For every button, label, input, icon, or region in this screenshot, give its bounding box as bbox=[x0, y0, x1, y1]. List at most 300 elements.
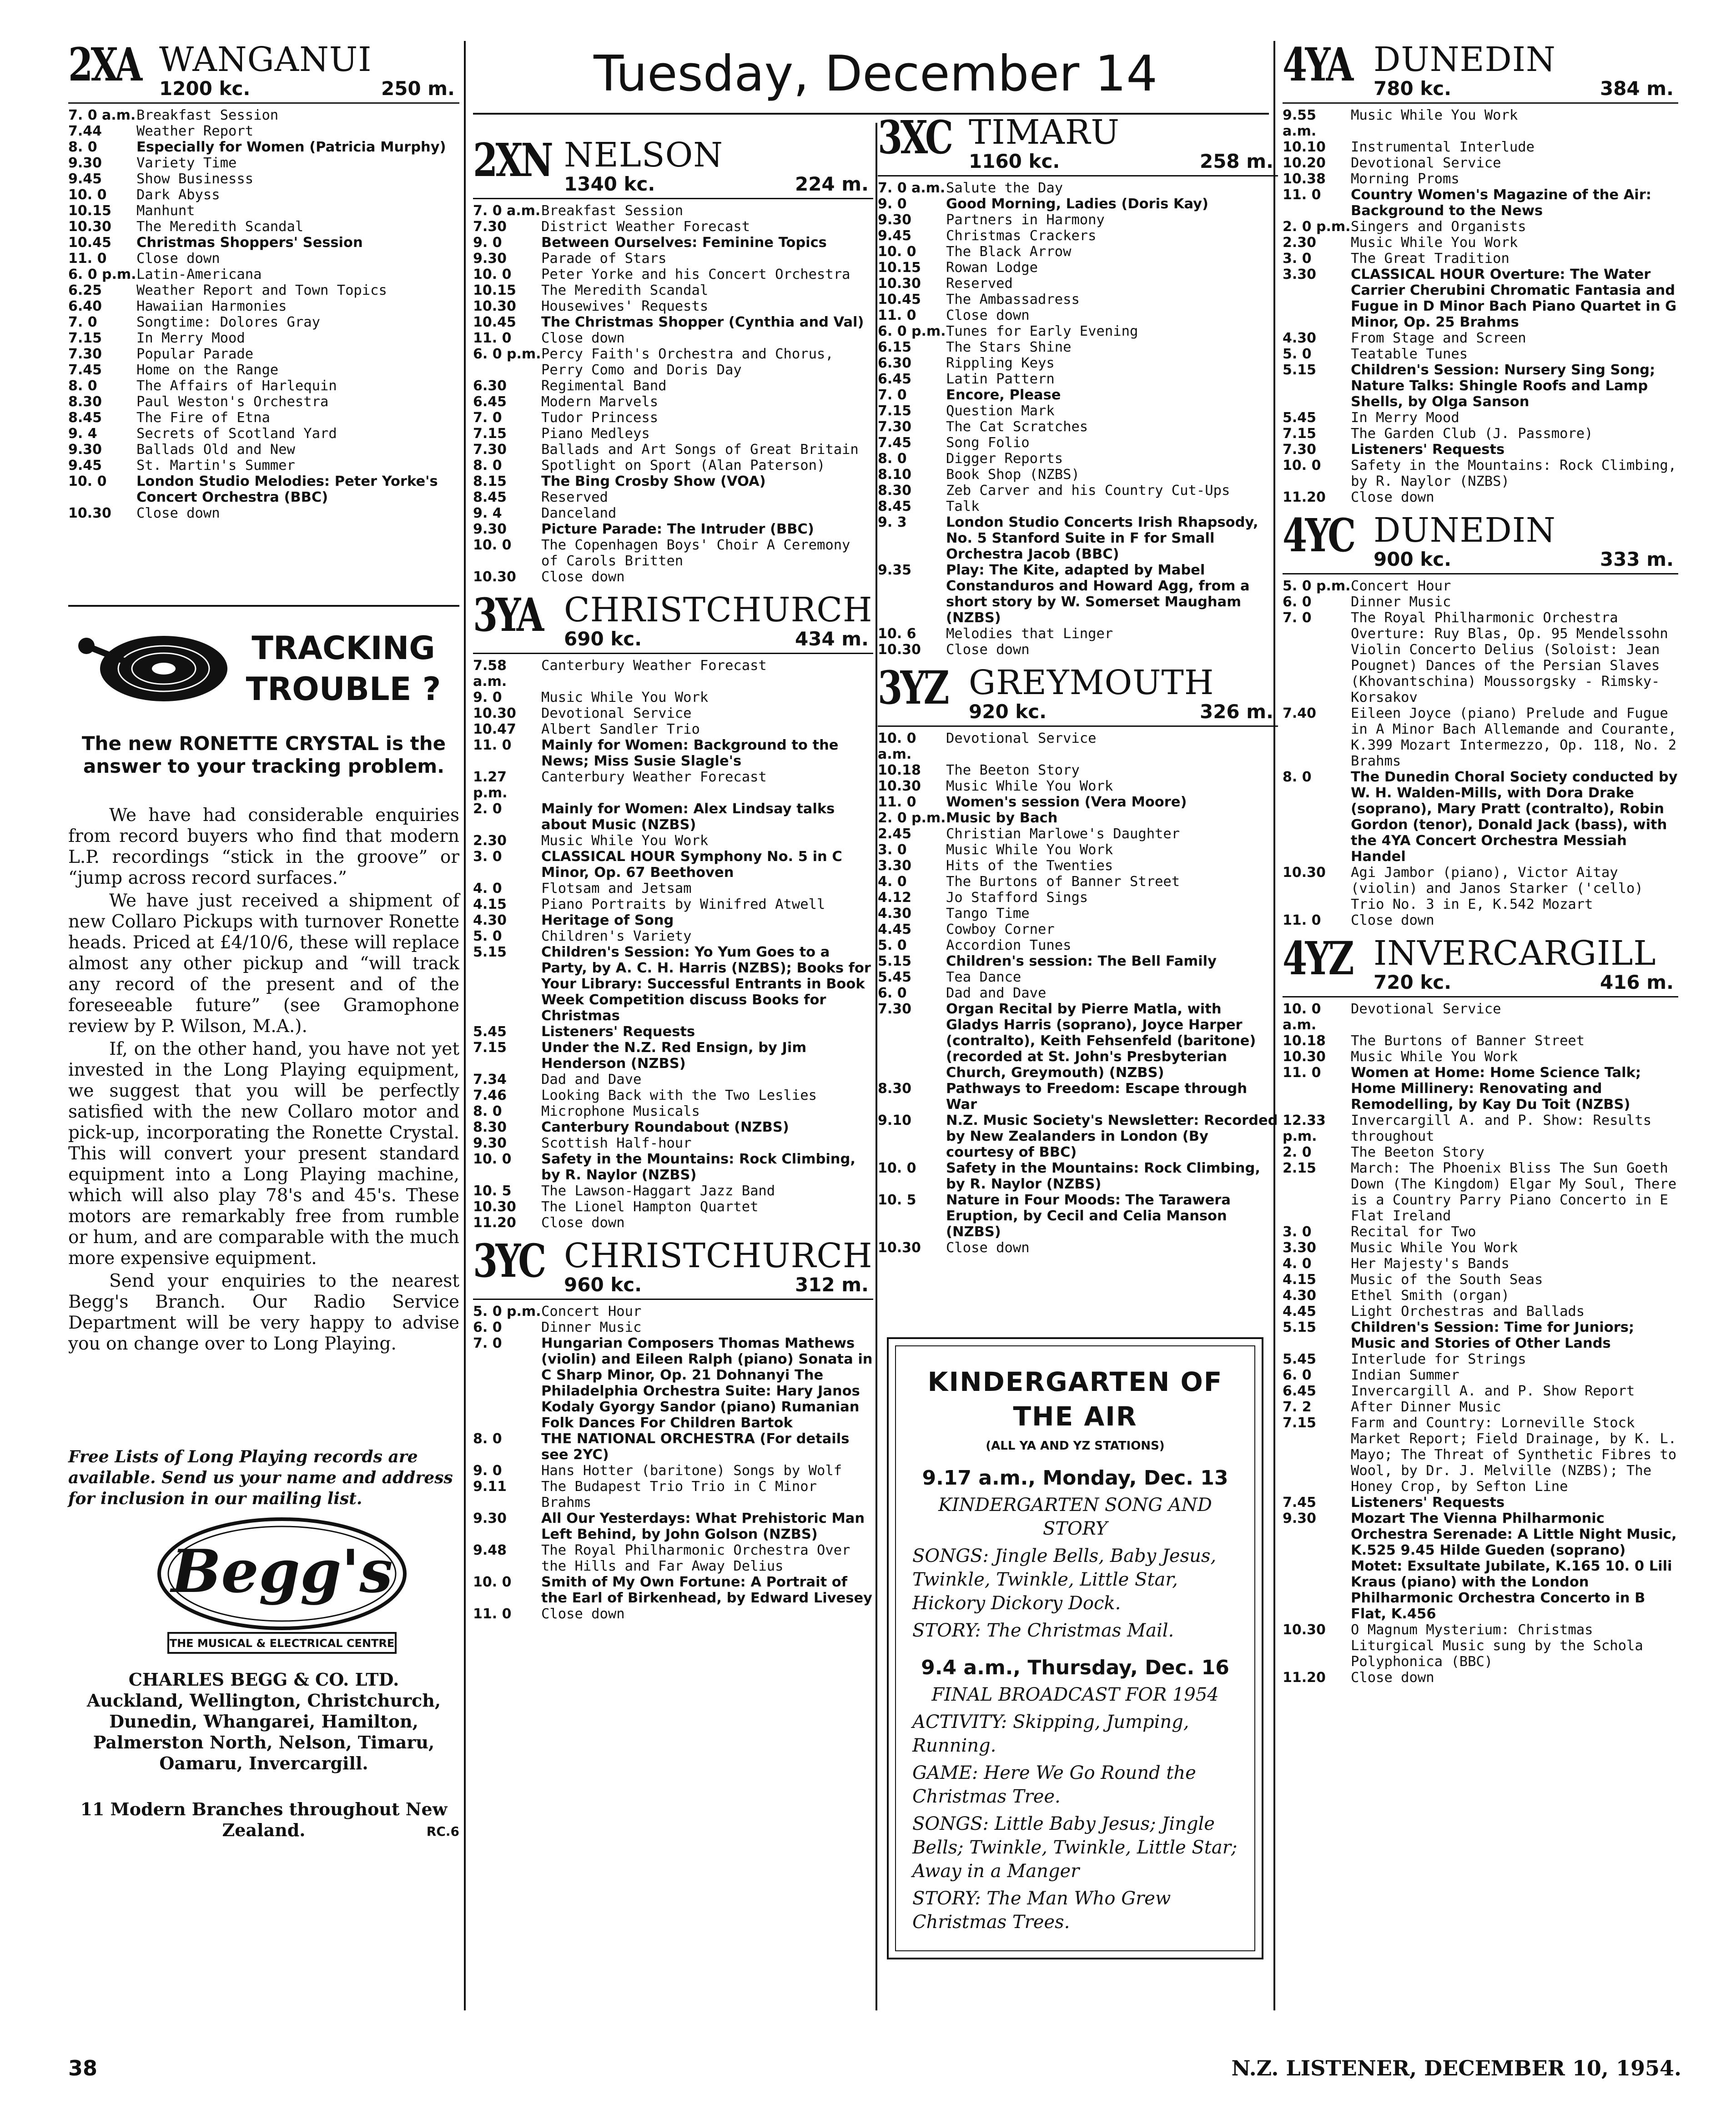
programme-item bbox=[473, 458, 873, 473]
station-header bbox=[1283, 932, 1678, 997]
programme-item bbox=[473, 426, 873, 442]
station-callsign: 2XA bbox=[68, 38, 141, 91]
station-header bbox=[473, 1234, 873, 1300]
programme-item bbox=[1283, 267, 1678, 330]
programme-title: Hungarian Composers Thomas Mathews (violin) and Eileen Ralph (piano) Sonata in C Sharp Minor, Op. 21 Dohnanyi The Philadelphia Orchestra Suite: Hary Janos Kodaly Gyorgy Sandor (piano) Rumanian Folk Dances For Children Bartok bbox=[541, 1335, 873, 1431]
programme-title: Indian Summer bbox=[1351, 1367, 1459, 1383]
programme-time: 9.30 bbox=[68, 155, 102, 171]
programme-title: In Merry Mood bbox=[1351, 410, 1459, 426]
station-frequency: 960 kc. bbox=[564, 1274, 642, 1296]
station-wavelength: 416 m. bbox=[1600, 971, 1674, 993]
programme-title: Albert Sandler Trio bbox=[541, 721, 700, 737]
programme-title: After Dinner Music bbox=[1351, 1399, 1501, 1415]
programme-item bbox=[473, 505, 873, 521]
programme-item bbox=[473, 1335, 873, 1431]
programme-item bbox=[473, 537, 873, 569]
programme-title: Morning Proms bbox=[1351, 171, 1459, 187]
programme-time: 7. 0 a.m. bbox=[68, 107, 136, 123]
programme-time: 8. 0 bbox=[473, 1103, 502, 1119]
programme-title: Music While You Work bbox=[1351, 107, 1518, 123]
programme-time: 9.30 bbox=[473, 1135, 507, 1151]
programme-time: 2.15 bbox=[1283, 1160, 1317, 1176]
programme-item bbox=[473, 737, 873, 769]
programme-title: Christmas Crackers bbox=[946, 228, 1097, 244]
programme-title: Music While You Work bbox=[541, 833, 709, 849]
programme-item bbox=[1283, 362, 1678, 410]
programme-time: 6.30 bbox=[878, 355, 912, 371]
programme-title: Close down bbox=[946, 642, 1030, 658]
programme-title: Children's session: The Bell Family bbox=[946, 953, 1217, 969]
programme-time: 3. 0 bbox=[473, 849, 502, 865]
programme-title: The Fire of Etna bbox=[136, 410, 270, 426]
programme-time: 10.30 bbox=[473, 1199, 516, 1215]
programme-time: 2. 0 bbox=[1283, 1144, 1312, 1160]
ad-mailing-note: Free Lists of Long Playing records are available. Send us your name and address for inclusion in our mailing list. bbox=[68, 1447, 453, 1508]
programme-time: 4. 0 bbox=[1283, 1256, 1312, 1272]
station-header bbox=[473, 588, 873, 654]
programme-time: 7.44 bbox=[68, 123, 102, 139]
programme-time: 3. 0 bbox=[878, 842, 907, 858]
programme-title: Hans Hotter (baritone) Songs by Wolf bbox=[541, 1463, 842, 1479]
programme-time: 10.30 bbox=[1283, 865, 1326, 881]
programme-title: Recital for Two bbox=[1351, 1224, 1476, 1240]
programme-time: 11. 0 bbox=[878, 794, 916, 810]
programme-item bbox=[1283, 235, 1678, 251]
programme-time: 9. 0 bbox=[878, 196, 907, 212]
programme-item bbox=[878, 562, 1278, 626]
programme-title: The Beeton Story bbox=[1351, 1144, 1484, 1160]
programme-time: 4.45 bbox=[1283, 1304, 1317, 1319]
programme-time: 7.15 bbox=[1283, 1415, 1317, 1431]
programme-time: 8. 0 bbox=[68, 378, 97, 394]
programme-item bbox=[878, 196, 1278, 212]
programme-title: Partners in Harmony bbox=[946, 212, 1105, 228]
programme-item bbox=[878, 1240, 1278, 1256]
station-wanganui bbox=[68, 38, 459, 521]
programme-title: Question Mark bbox=[946, 403, 1055, 419]
programme-time: 4.30 bbox=[473, 912, 507, 928]
programme-item bbox=[1283, 1288, 1678, 1304]
programme-time: 10.30 bbox=[68, 219, 111, 235]
column-rule-1 bbox=[464, 41, 466, 2010]
programme-time: 9.30 bbox=[878, 212, 912, 228]
kindergarten-activity: ACTIVITY: Skipping, Jumping, Running. bbox=[912, 1712, 1189, 1756]
programme-title: Accordion Tunes bbox=[946, 937, 1072, 953]
programme-title: In Merry Mood bbox=[136, 330, 245, 346]
programme-time: 11.20 bbox=[1283, 489, 1326, 505]
programme-item bbox=[878, 387, 1278, 403]
programme-item bbox=[878, 244, 1278, 260]
programme-time: 10.30 bbox=[878, 778, 921, 794]
programme-title: Dad and Dave bbox=[946, 985, 1047, 1001]
programme-title: Safety in the Mountains: Rock Climbing, by R. Naylor (NZBS) bbox=[1351, 458, 1677, 489]
programme-item bbox=[878, 794, 1278, 810]
programme-time: 7.15 bbox=[68, 330, 102, 346]
programme-title: Reserved bbox=[541, 489, 608, 505]
kindergarten-title-2: THE AIR bbox=[1013, 1401, 1137, 1432]
programme-title: Tango Time bbox=[946, 906, 1030, 922]
programme-title: Country Women's Magazine of the Air: Background to the News bbox=[1351, 187, 1651, 219]
programme-item bbox=[68, 505, 459, 521]
programme-title: Hawaiian Harmonies bbox=[136, 298, 287, 314]
programme-item bbox=[473, 1215, 873, 1231]
programme-title: Music While You Work bbox=[946, 778, 1113, 794]
programme-time: 7.30 bbox=[878, 419, 912, 435]
programme-time: 6. 0 p.m. bbox=[473, 346, 541, 362]
programme-item bbox=[1283, 171, 1678, 187]
programme-item bbox=[473, 705, 873, 721]
programme-item bbox=[878, 339, 1278, 355]
programme-title: The Copenhagen Boys' Choir A Ceremony of Carols Britten bbox=[541, 537, 850, 569]
programme-item bbox=[878, 355, 1278, 371]
kindergarten-story-2: STORY: The Man Who Grew Christmas Trees. bbox=[912, 1888, 1171, 1933]
programme-time: 2. 0 bbox=[473, 801, 502, 817]
station-callsign: 2XN bbox=[473, 133, 552, 187]
programme-title: Safety in the Mountains: Rock Climbing, by R. Naylor (NZBS) bbox=[541, 1151, 855, 1183]
programme-item bbox=[473, 473, 873, 489]
station-header bbox=[1283, 38, 1678, 104]
programme-time: 5.45 bbox=[1283, 410, 1317, 426]
programme-item bbox=[1283, 1033, 1678, 1049]
programme-time: 7.30 bbox=[68, 346, 102, 362]
programme-time: 10. 6 bbox=[878, 626, 916, 642]
ad-body bbox=[68, 805, 459, 1356]
programme-item bbox=[68, 346, 459, 362]
programme-time: 9.30 bbox=[473, 251, 507, 267]
programme-time: 10.30 bbox=[1283, 1622, 1326, 1638]
programme-title: Especially for Women (Patricia Murphy) bbox=[136, 139, 446, 155]
programme-title: Danceland bbox=[541, 505, 617, 521]
programme-time: 4. 0 bbox=[473, 881, 502, 896]
programme-item bbox=[1283, 458, 1678, 489]
programme-time: 11. 0 bbox=[68, 251, 107, 267]
programme-time: 10. 0 bbox=[473, 267, 512, 282]
programme-title: Dark Abyss bbox=[136, 187, 220, 203]
programme-time: 2. 0 p.m. bbox=[1283, 219, 1351, 235]
page-title: Tuesday, December 14 bbox=[594, 45, 1157, 102]
programme-time: 9.45 bbox=[878, 228, 912, 244]
programme-title: Tea Dance bbox=[946, 969, 1021, 985]
programme-item bbox=[473, 1542, 873, 1574]
programme-time: 6. 0 bbox=[1283, 594, 1312, 610]
programme-item bbox=[1283, 1224, 1678, 1240]
programme-item bbox=[878, 730, 1278, 762]
programme-time: 4.30 bbox=[1283, 1288, 1317, 1304]
programme-title: The Great Tradition bbox=[1351, 251, 1510, 267]
programme-time: 8. 0 bbox=[473, 458, 502, 473]
programme-item bbox=[473, 314, 873, 330]
programme-time: 10. 0 bbox=[473, 1574, 512, 1590]
programme-time: 10.30 bbox=[473, 298, 516, 314]
programme-time: 11. 0 bbox=[1283, 1065, 1321, 1081]
programme-time: 10.18 bbox=[1283, 1033, 1326, 1049]
programme-time: 9. 3 bbox=[878, 514, 907, 530]
programme-time: 9.11 bbox=[473, 1479, 507, 1495]
programme-title: The Garden Club (J. Passmore) bbox=[1351, 426, 1593, 442]
programme-item bbox=[473, 690, 873, 705]
programme-title: Housewives' Requests bbox=[541, 298, 709, 314]
programme-time: 6. 0 bbox=[1283, 1367, 1312, 1383]
programme-time: 7.30 bbox=[1283, 442, 1317, 458]
programme-title: Instrumental Interlude bbox=[1351, 139, 1535, 155]
programme-time: 10.15 bbox=[878, 260, 921, 276]
station-name: GREYMOUTH bbox=[969, 663, 1214, 702]
programme-title: Light Orchestras and Ballads bbox=[1351, 1304, 1585, 1319]
programme-item bbox=[1283, 330, 1678, 346]
programme-item bbox=[878, 953, 1278, 969]
programme-title: Agi Jambor (piano), Victor Aitay (violin) and Janos Starker ('cello) Trio No. 3 in E, K.542 Mozart bbox=[1351, 865, 1643, 912]
programme-title: Microphone Musicals bbox=[541, 1103, 700, 1119]
station-header bbox=[68, 38, 459, 104]
programme-title: Between Ourselves: Feminine Topics bbox=[541, 235, 827, 251]
programme-time: 2.45 bbox=[878, 826, 912, 842]
programme-title: Digger Reports bbox=[946, 451, 1063, 467]
programme-title: Dinner Music bbox=[541, 1319, 642, 1335]
programme-item bbox=[878, 212, 1278, 228]
programme-title: Rippling Keys bbox=[946, 355, 1055, 371]
programme-time: 10.18 bbox=[878, 762, 921, 778]
programme-item bbox=[473, 912, 873, 928]
programme-title: The Royal Philharmonic Orchestra Over the Hills and Far Away Delius bbox=[541, 1542, 850, 1574]
programme-item bbox=[473, 378, 873, 394]
programme-title: Modern Marvels bbox=[541, 394, 659, 410]
programme-item bbox=[473, 1304, 873, 1319]
programme-item bbox=[878, 499, 1278, 514]
programme-item bbox=[1283, 594, 1678, 610]
programme-title: Latin Pattern bbox=[946, 371, 1055, 387]
programme-item bbox=[68, 473, 459, 505]
programme-item bbox=[473, 521, 873, 537]
programme-item bbox=[1283, 219, 1678, 235]
programme-time: 11. 0 bbox=[1283, 912, 1321, 928]
station-frequency: 1340 kc. bbox=[564, 173, 655, 195]
programme-title: Song Folio bbox=[946, 435, 1030, 451]
programme-title: Paul Weston's Orchestra bbox=[136, 394, 329, 410]
programme-title: Listeners' Requests bbox=[541, 1024, 695, 1040]
programme-time: 10. 0 bbox=[473, 1151, 512, 1167]
programme-time: 10.30 bbox=[473, 705, 516, 721]
column-rule-2 bbox=[876, 123, 877, 2010]
station-wavelength: 312 m. bbox=[795, 1274, 869, 1296]
programme-title: CLASSICAL HOUR Overture: The Water Carrier Cherubini Chromatic Fantasia and Fugue in D Minor Bach Piano Quartet in G Minor, Op. 25 Brahms bbox=[1351, 267, 1677, 330]
programme-item bbox=[878, 260, 1278, 276]
programme-time: 8. 0 bbox=[68, 139, 97, 155]
programme-title: Canterbury Weather Forecast bbox=[541, 769, 767, 785]
station-frequency: 690 kc. bbox=[564, 628, 642, 650]
programme-item bbox=[1283, 1304, 1678, 1319]
programme-title: Book Shop (NZBS) bbox=[946, 467, 1080, 483]
programme-item bbox=[878, 969, 1278, 985]
programme-time: 6. 0 bbox=[878, 985, 907, 1001]
programme-title: Women's session (Vera Moore) bbox=[946, 794, 1187, 810]
programme-item bbox=[68, 394, 459, 410]
column-1 bbox=[68, 38, 459, 528]
station-name: DUNEDIN bbox=[1374, 511, 1556, 550]
programme-time: 7.15 bbox=[878, 403, 912, 419]
programme-item bbox=[68, 123, 459, 139]
programme-title: Christian Marlowe's Daughter bbox=[946, 826, 1180, 842]
programme-title: Good Morning, Ladies (Doris Kay) bbox=[946, 196, 1208, 212]
programme-title: THE NATIONAL ORCHESTRA (For details see 2YC) bbox=[541, 1431, 850, 1463]
programme-item bbox=[1283, 155, 1678, 171]
programme-time: 2.30 bbox=[473, 833, 507, 849]
programme-title: Nature in Four Moods: The Tarawera Eruption, by Cecil and Celia Manson (NZBS) bbox=[946, 1192, 1231, 1240]
programme-item bbox=[878, 419, 1278, 435]
programme-title: Close down bbox=[541, 330, 625, 346]
programme-time: 1.27 p.m. bbox=[473, 769, 508, 801]
programme-time: 6.45 bbox=[1283, 1383, 1317, 1399]
programme-item bbox=[68, 107, 459, 123]
programme-item bbox=[68, 267, 459, 282]
programme-time: 8.45 bbox=[878, 499, 912, 514]
programme-title: Rowan Lodge bbox=[946, 260, 1038, 276]
programme-time: 10. 0 a.m. bbox=[1283, 1001, 1321, 1033]
programme-item bbox=[473, 849, 873, 881]
programme-time: 8.30 bbox=[68, 394, 102, 410]
programme-item bbox=[473, 410, 873, 426]
programme-title: Ethel Smith (organ) bbox=[1351, 1288, 1510, 1304]
programme-item bbox=[878, 435, 1278, 451]
station-name: CHRISTCHURCH bbox=[564, 1236, 873, 1275]
programme-title: Close down bbox=[946, 1240, 1030, 1256]
programme-time: 8.30 bbox=[878, 483, 912, 499]
kindergarten-songs-2: SONGS: Little Baby Jesus; Jingle Bells; Twinkle, Twinkle, Little Star; Away in a Manger bbox=[912, 1813, 1238, 1882]
programme-item bbox=[473, 928, 873, 944]
column-4 bbox=[1283, 38, 1678, 1692]
programme-item bbox=[1283, 1351, 1678, 1367]
station-wavelength: 384 m. bbox=[1600, 77, 1674, 100]
programme-item bbox=[1283, 1399, 1678, 1415]
station-wavelength: 258 m. bbox=[1199, 150, 1273, 172]
column-2 bbox=[473, 133, 873, 1628]
programme-title: Music of the South Seas bbox=[1351, 1272, 1543, 1288]
programme-time: 7.15 bbox=[1283, 426, 1317, 442]
programme-time: 7. 0 bbox=[1283, 610, 1312, 626]
station-christchurch-3ya bbox=[473, 588, 873, 1231]
programme-item bbox=[878, 1192, 1278, 1240]
ad-paragraph: If, on the other hand, you have not yet invested in the Long Playing equipment, we suggest that you will be perfectly satisfied with the new Collaro motor and pick-up, incorporating the Ronette Crystal. This will convert your present standard equipment into a Long Playing machine, which will also play 78's and 45's. These motors are remarkably free from rumble or hum, and are comparable with the much more expensive equipment. bbox=[68, 1039, 459, 1269]
programme-item bbox=[473, 1431, 873, 1463]
programme-title: Zeb Carver and his Country Cut-Ups bbox=[946, 483, 1230, 499]
programme-item bbox=[878, 890, 1278, 906]
programme-item bbox=[68, 235, 459, 251]
programme-title: Devotional Service bbox=[1351, 1001, 1501, 1017]
programme-time: 4.30 bbox=[1283, 330, 1317, 346]
programme-title: Christmas Shoppers' Session bbox=[136, 235, 363, 251]
programme-time: 3. 0 bbox=[1283, 1224, 1312, 1240]
programme-title: Latin-Americana bbox=[136, 267, 262, 282]
programme-item bbox=[473, 203, 873, 219]
programme-time: 9. 0 bbox=[473, 1463, 502, 1479]
programme-item bbox=[878, 810, 1278, 826]
programme-item bbox=[878, 1160, 1278, 1192]
programme-time: 5.45 bbox=[473, 1024, 507, 1040]
programme-time: 4.15 bbox=[473, 896, 507, 912]
programme-item bbox=[1283, 489, 1678, 505]
programme-item bbox=[878, 762, 1278, 778]
programme-title: All Our Yesterdays: What Prehistoric Man Left Behind, by John Golson (NZBS) bbox=[541, 1511, 865, 1542]
programme-title: Flotsam and Jetsam bbox=[541, 881, 692, 896]
programme-title: Children's Session: Nursery Sing Song; Nature Talks: Shingle Roofs and Lamp Shells, by Olga Sanson bbox=[1351, 362, 1655, 410]
programme-title: Singers and Organists bbox=[1351, 219, 1526, 235]
programme-time: 8.45 bbox=[68, 410, 102, 426]
programme-time: 10. 0 bbox=[878, 244, 916, 260]
programme-title: Organ Recital by Pierre Matla, with Gladys Harris (soprano), Joyce Harper (contralto), Keith Fehsenfeld (baritone) (recorded at St. John's Presbyterian Church, Greymouth) (NZBS) bbox=[946, 1001, 1256, 1081]
programme-time: 10.15 bbox=[473, 282, 516, 298]
programme-item bbox=[68, 203, 459, 219]
programme-item bbox=[878, 307, 1278, 323]
programme-title: Listeners' Requests bbox=[1351, 1495, 1505, 1511]
station-christchurch-3yc bbox=[473, 1234, 873, 1622]
programme-title: Mozart The Vienna Philharmonic Orchestra Serenade: A Little Night Music, K.525 9.45 Hilde Gueden (soprano) Motet: Exsultate Jubilate, K.165 10. 0 Lili Kraus (piano) with the London Philharmonic Orchestra Concerto in B Flat, K.456 bbox=[1351, 1511, 1677, 1622]
svg-text:THE MUSICAL & ELECTRICAL CENTR: THE MUSICAL & ELECTRICAL CENTRE bbox=[169, 1637, 395, 1650]
programme-item bbox=[473, 1119, 873, 1135]
programme-item bbox=[473, 833, 873, 849]
ad-paragraph: Send your enquiries to the nearest Begg's Branch. Our Radio Service Department will be very happy to advise you on change over to Long Playing. bbox=[68, 1271, 459, 1354]
station-callsign: 4YC bbox=[1283, 509, 1354, 562]
programme-item bbox=[1283, 912, 1678, 928]
station-frequency: 1160 kc. bbox=[969, 150, 1060, 172]
programme-time: 5. 0 p.m. bbox=[473, 1304, 541, 1319]
programme-title: Parade of Stars bbox=[541, 251, 667, 267]
programme-time: 10.15 bbox=[68, 203, 111, 219]
programme-time: 10.30 bbox=[1283, 1049, 1326, 1065]
programme-time: 5. 0 p.m. bbox=[1283, 578, 1351, 594]
programme-time: 9.30 bbox=[1283, 1511, 1317, 1526]
programme-item bbox=[1283, 1319, 1678, 1351]
programme-item bbox=[473, 721, 873, 737]
programme-title: Mainly for Women: Background to the News; Miss Susie Slagle's bbox=[541, 737, 839, 769]
programme-title: Close down bbox=[541, 1606, 625, 1622]
programme-item bbox=[68, 155, 459, 171]
programme-item bbox=[1283, 107, 1678, 139]
programme-item bbox=[878, 985, 1278, 1001]
programme-item bbox=[473, 658, 873, 690]
programme-item bbox=[878, 842, 1278, 858]
programme-item bbox=[1283, 426, 1678, 442]
programme-title: Music by Bach bbox=[946, 810, 1058, 826]
programme-item bbox=[1283, 1383, 1678, 1399]
programme-item bbox=[878, 906, 1278, 922]
programme-time: 9.30 bbox=[68, 442, 102, 458]
station-nelson bbox=[473, 133, 873, 585]
programme-item bbox=[473, 1511, 873, 1542]
programme-item bbox=[473, 1319, 873, 1335]
programme-time: 9.48 bbox=[473, 1542, 507, 1558]
programme-title: Regimental Band bbox=[541, 378, 667, 394]
programme-title: Close down bbox=[1351, 489, 1434, 505]
programme-item bbox=[473, 235, 873, 251]
programme-time: 5.15 bbox=[1283, 362, 1317, 378]
company-name: CHARLES BEGG & CO. LTD. bbox=[128, 1669, 399, 1690]
station-callsign: 3YA bbox=[473, 588, 542, 642]
station-name: NELSON bbox=[564, 136, 724, 175]
programme-time: 10.45 bbox=[473, 314, 516, 330]
programme-time: 11.20 bbox=[1283, 1670, 1326, 1686]
programme-item bbox=[1283, 1160, 1678, 1224]
station-header bbox=[1283, 509, 1678, 574]
programme-title: Secrets of Scotland Yard bbox=[136, 426, 337, 442]
programme-time: 6. 0 p.m. bbox=[68, 267, 136, 282]
programme-time: 8.10 bbox=[878, 467, 912, 483]
programme-item bbox=[473, 346, 873, 378]
programme-title: Mainly for Women: Alex Lindsay talks about Music (NZBS) bbox=[541, 801, 835, 833]
programme-title: Ballads and Art Songs of Great Britain bbox=[541, 442, 859, 458]
station-header bbox=[878, 661, 1278, 727]
programme-item bbox=[878, 514, 1278, 562]
programme-title: N.Z. Music Society's Newsletter: Recorded by New Zealanders in London (By courtesy of BBC) bbox=[946, 1113, 1278, 1160]
station-dunedin-4ya bbox=[1283, 38, 1678, 505]
